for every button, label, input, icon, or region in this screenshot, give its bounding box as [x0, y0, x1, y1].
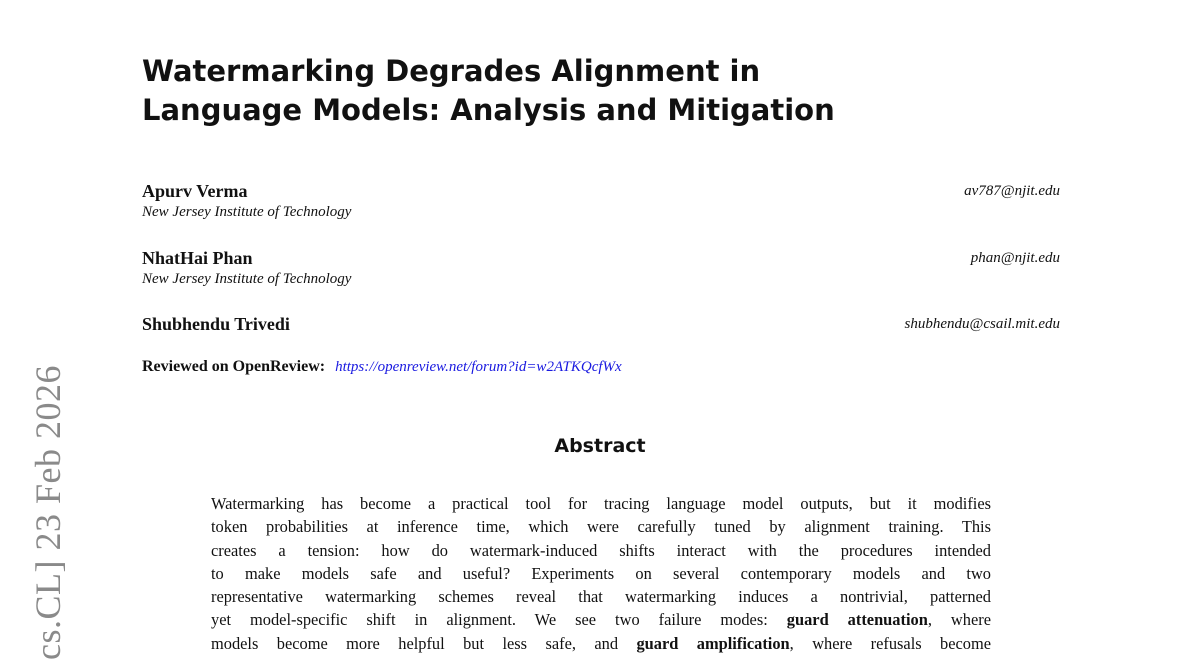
author-affiliation: New Jersey Institute of Technology — [142, 204, 352, 220]
abstract-line-7-tail: , where refusals become — [789, 633, 992, 653]
abstract-heading: Abstract — [554, 435, 646, 457]
abstract-line-7-text: models become more helpful but less safe, and — [211, 633, 619, 653]
term-guard-attenuation: guard attenuation — [786, 610, 928, 630]
author-block-3 — [142, 313, 1062, 335]
abstract-line: token probabilities at inference time, which were carefully tuned by alignment training. This — [211, 517, 991, 537]
abstract-line-6-tail: , where — [927, 610, 991, 630]
author-block-1 — [142, 180, 1062, 222]
author-name: NhatHai Phan — [142, 248, 253, 268]
abstract-line: to make models safe and useful? Experiments on several contemporary models and two — [211, 563, 991, 583]
arxiv-side-stamp — [28, 330, 68, 660]
author-name: Apurv Verma — [142, 181, 248, 201]
review-label: Reviewed on OpenReview: — [142, 358, 326, 375]
arxiv-stamp-text: cs.CL] 23 Feb 2026 — [28, 365, 68, 660]
paper-title-line-2: Language Models: Analysis and Mitigation — [142, 93, 835, 127]
paper-title — [142, 52, 902, 130]
abstract-body — [211, 492, 991, 655]
openreview-link[interactable]: https://openreview.net/forum?id=w2ATKQcfWx — [335, 359, 622, 375]
author-affiliation: New Jersey Institute of Technology — [142, 271, 352, 287]
author-email: phan@njit.edu — [970, 250, 1060, 266]
author-block-2 — [142, 247, 1062, 289]
paper-title-line-1: Watermarking Degrades Alignment in — [142, 54, 761, 88]
abstract-line-6 — [211, 608, 991, 631]
author-email: av787@njit.edu — [964, 183, 1060, 199]
abstract-line: creates a tension: how do watermark-induced shifts interact with the procedures intended — [211, 540, 991, 560]
author-email: shubhendu@csail.mit.edu — [904, 316, 1060, 332]
author-name: Shubhendu Trivedi — [142, 314, 290, 334]
review-line — [142, 356, 622, 378]
term-guard-amplification: guard amplification — [636, 633, 790, 653]
abstract-line-6-text: yet model-specific shift in alignment. We see two failure modes: — [211, 610, 768, 630]
abstract-line: Watermarking has become a practical tool for tracing language model outputs, but it modifies — [211, 494, 991, 513]
abstract-line-7 — [211, 632, 991, 655]
abstract-line: representative watermarking schemes reveal that watermarking induces a nontrivial, patterned — [211, 587, 991, 607]
